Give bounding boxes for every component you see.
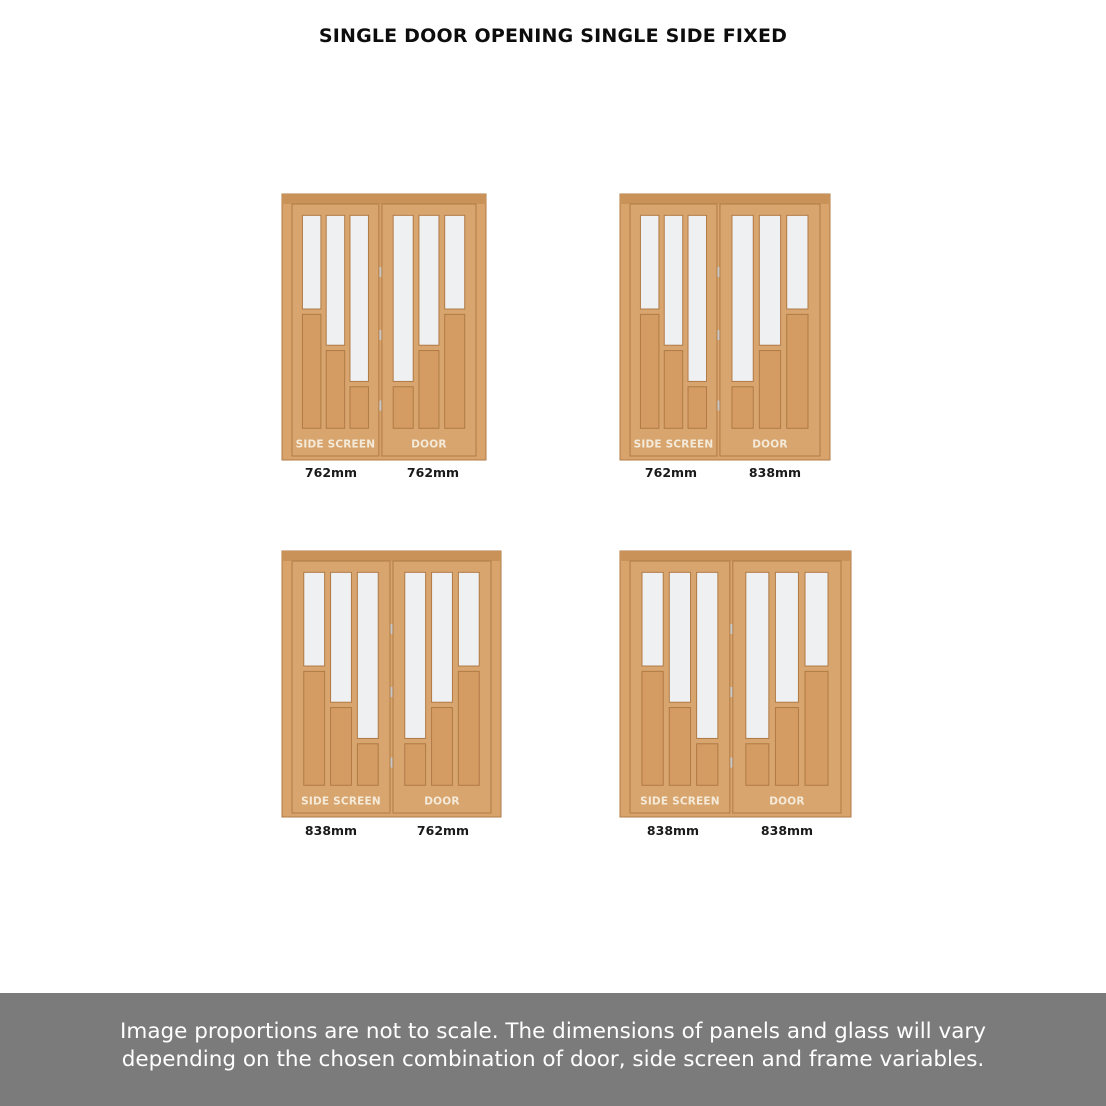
side-screen-width: 762mm xyxy=(304,465,358,480)
raised-panel xyxy=(331,708,352,786)
raised-panel xyxy=(787,314,808,428)
raised-panel xyxy=(405,744,426,786)
glass-pane xyxy=(331,572,352,702)
glass-pane xyxy=(350,215,368,381)
side-screen-leaf xyxy=(630,204,717,456)
disclaimer-line-1: Image proportions are not to scale. The dimensions of panels and glass will vary xyxy=(120,1019,986,1044)
raised-panel xyxy=(432,708,453,786)
disclaimer-banner xyxy=(0,993,1106,1106)
door-set-illustration xyxy=(282,551,501,817)
raised-panel xyxy=(805,671,828,785)
glass-pane xyxy=(805,572,828,666)
door-set-1 xyxy=(282,194,486,480)
side-screen-width: 838mm xyxy=(646,823,700,838)
door-set-2 xyxy=(620,194,830,480)
raised-panel xyxy=(357,744,378,786)
door-set-illustration xyxy=(282,194,486,460)
glass-pane xyxy=(302,215,320,309)
glass-pane xyxy=(445,215,465,309)
raised-panel xyxy=(419,351,439,429)
glass-pane xyxy=(458,572,479,666)
door-set-4 xyxy=(620,551,851,838)
frame-head xyxy=(620,194,830,204)
raised-panel xyxy=(642,671,663,785)
hinge xyxy=(717,401,719,411)
hinge xyxy=(730,687,732,697)
glass-pane xyxy=(304,572,325,666)
glass-pane xyxy=(688,215,707,381)
hinge xyxy=(379,330,381,340)
raised-panel xyxy=(326,351,344,429)
glass-pane xyxy=(732,215,753,381)
frame-head xyxy=(620,551,851,561)
hinge xyxy=(379,401,381,411)
glass-pane xyxy=(419,215,439,345)
raised-panel xyxy=(669,708,690,786)
door-width: 762mm xyxy=(416,823,470,838)
door-width: 838mm xyxy=(748,465,802,480)
hinge xyxy=(391,758,393,768)
glass-pane xyxy=(664,215,683,345)
side-screen-label: SIDE SCREEN xyxy=(633,438,714,451)
door-label: DOOR xyxy=(424,795,460,808)
side-screen-width: 762mm xyxy=(644,465,698,480)
door-label: DOOR xyxy=(752,438,788,451)
glass-pane xyxy=(405,572,426,738)
page-title: SINGLE DOOR OPENING SINGLE SIDE FIXED xyxy=(318,25,788,47)
door-label: DOOR xyxy=(769,795,805,808)
frame-head xyxy=(282,551,501,561)
glass-pane xyxy=(642,572,663,666)
raised-panel xyxy=(350,387,368,429)
side-screen-leaf xyxy=(630,561,730,813)
door-set-illustration xyxy=(620,551,851,817)
raised-panel xyxy=(445,314,465,428)
raised-panel xyxy=(640,314,659,428)
raised-panel xyxy=(304,671,325,785)
side-screen-label: SIDE SCREEN xyxy=(640,795,720,808)
hinge xyxy=(730,624,732,634)
glass-pane xyxy=(787,215,808,309)
door-width: 762mm xyxy=(406,465,460,480)
hinge xyxy=(391,624,393,634)
door-leaf xyxy=(720,204,820,456)
raised-panel xyxy=(393,387,413,429)
raised-panel xyxy=(302,314,320,428)
door-width: 838mm xyxy=(760,823,814,838)
door-leaf xyxy=(382,204,476,456)
side-screen-leaf xyxy=(292,204,379,456)
glass-pane xyxy=(357,572,378,738)
glass-pane xyxy=(746,572,769,738)
glass-pane xyxy=(432,572,453,702)
side-screen-label: SIDE SCREEN xyxy=(301,795,381,808)
hinge xyxy=(391,687,393,697)
raised-panel xyxy=(759,351,780,429)
glass-pane xyxy=(669,572,690,702)
door-set-illustration xyxy=(620,194,830,460)
glass-pane xyxy=(775,572,798,702)
glass-pane xyxy=(640,215,659,309)
hinge xyxy=(379,267,381,277)
frame-head xyxy=(282,194,486,204)
side-screen-width: 838mm xyxy=(304,823,358,838)
raised-panel xyxy=(697,744,718,786)
raised-panel xyxy=(688,387,707,429)
glass-pane xyxy=(393,215,413,381)
raised-panel xyxy=(664,351,683,429)
hinge xyxy=(730,758,732,768)
hinge xyxy=(717,330,719,340)
door-set-3 xyxy=(282,551,501,838)
door-leaf xyxy=(733,561,841,813)
disclaimer-line-2: depending on the chosen combination of door, side screen and frame variables. xyxy=(121,1047,985,1072)
door-label: DOOR xyxy=(411,438,447,451)
side-screen-label: SIDE SCREEN xyxy=(295,438,376,451)
raised-panel xyxy=(775,708,798,786)
side-screen-leaf xyxy=(292,561,390,813)
raised-panel xyxy=(746,744,769,786)
raised-panel xyxy=(458,671,479,785)
hinge xyxy=(717,267,719,277)
door-leaf xyxy=(393,561,491,813)
glass-pane xyxy=(759,215,780,345)
raised-panel xyxy=(732,387,753,429)
glass-pane xyxy=(697,572,718,738)
glass-pane xyxy=(326,215,344,345)
